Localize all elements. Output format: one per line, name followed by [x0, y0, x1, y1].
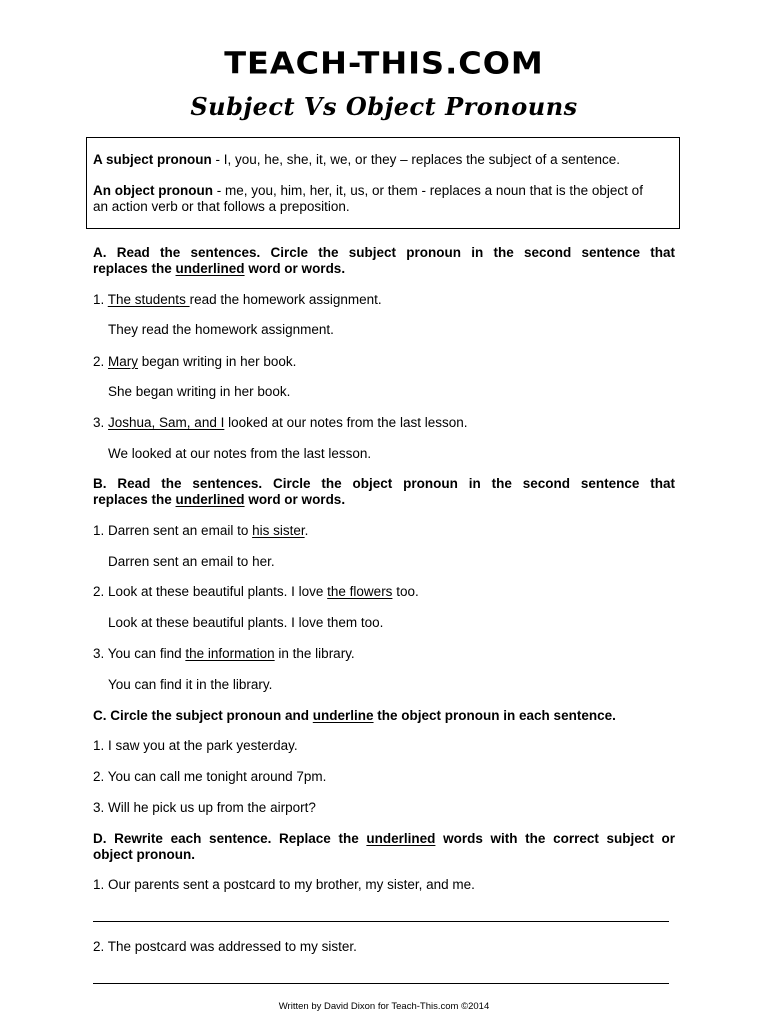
subject-term: A subject pronoun: [93, 152, 212, 167]
object-pronoun-definition-cont: an action verb or that follows a preposition.: [93, 199, 350, 214]
object-term: An object pronoun: [93, 183, 213, 198]
section-a-item-1: 1. The students read the homework assignment.: [93, 292, 382, 307]
section-c-item-3: 3. Will he pick us up from the airport?: [93, 800, 316, 815]
section-c-item-1: 1. I saw you at the park yesterday.: [93, 738, 298, 753]
section-d-item-2: 2. The postcard was addressed to my sister.: [93, 939, 357, 954]
section-b-answer-1: Darren sent an email to her.: [108, 554, 275, 569]
section-b-instruction: B. Read the sentences. Circle the object pronoun in the second sentence that: [93, 476, 675, 491]
site-title: TEACH-THIS.COM: [224, 44, 544, 82]
section-a-answer-2: She began writing in her book.: [108, 384, 291, 399]
footer-credit: Written by David Dixon for Teach-This.com ©2014: [278, 1001, 490, 1012]
section-c-item-2: 2. You can call me tonight around 7pm.: [93, 769, 327, 784]
section-a-instruction-cont: replaces the underlined word or words.: [93, 261, 346, 276]
section-b-instruction-cont: replaces the underlined word or words.: [93, 492, 346, 507]
answer-line-1[interactable]: [93, 921, 669, 922]
section-d-instruction-cont: object pronoun.: [93, 847, 195, 862]
worksheet-title: Subject Vs Object Pronouns: [190, 92, 578, 121]
section-a-item-3: 3. Joshua, Sam, and I looked at our notes from the last lesson.: [93, 415, 468, 430]
section-a-instruction: A. Read the sentences. Circle the subject pronoun in the second sentence that: [93, 245, 675, 260]
section-b-item-2: 2. Look at these beautiful plants. I love the flowers too.: [93, 584, 419, 599]
section-c-instruction: C. Circle the subject pronoun and underline the object pronoun in each sentence.: [93, 708, 616, 723]
object-pronoun-definition: An object pronoun - me, you, him, her, it, us, or them - replaces a noun that is the object of: [93, 183, 643, 198]
section-b-item-1: 1. Darren sent an email to his sister.: [93, 523, 309, 538]
section-d-item-1: 1. Our parents sent a postcard to my brother, my sister, and me.: [93, 877, 475, 892]
section-d-instruction: D. Rewrite each sentence. Replace the underlined words with the correct subject or: [93, 831, 675, 846]
answer-line-2[interactable]: [93, 983, 669, 984]
section-b-item-3: 3. You can find the information in the library.: [93, 646, 355, 661]
section-a-answer-1: They read the homework assignment.: [108, 322, 334, 337]
section-a-item-2: 2. Mary began writing in her book.: [93, 354, 297, 369]
section-a-answer-3: We looked at our notes from the last lesson.: [108, 446, 372, 461]
section-b-answer-2: Look at these beautiful plants. I love them too.: [108, 615, 384, 630]
subject-pronoun-definition: A subject pronoun - I, you, he, she, it, we, or they – replaces the subject of a sentence.: [93, 152, 620, 167]
section-b-answer-3: You can find it in the library.: [108, 677, 273, 692]
